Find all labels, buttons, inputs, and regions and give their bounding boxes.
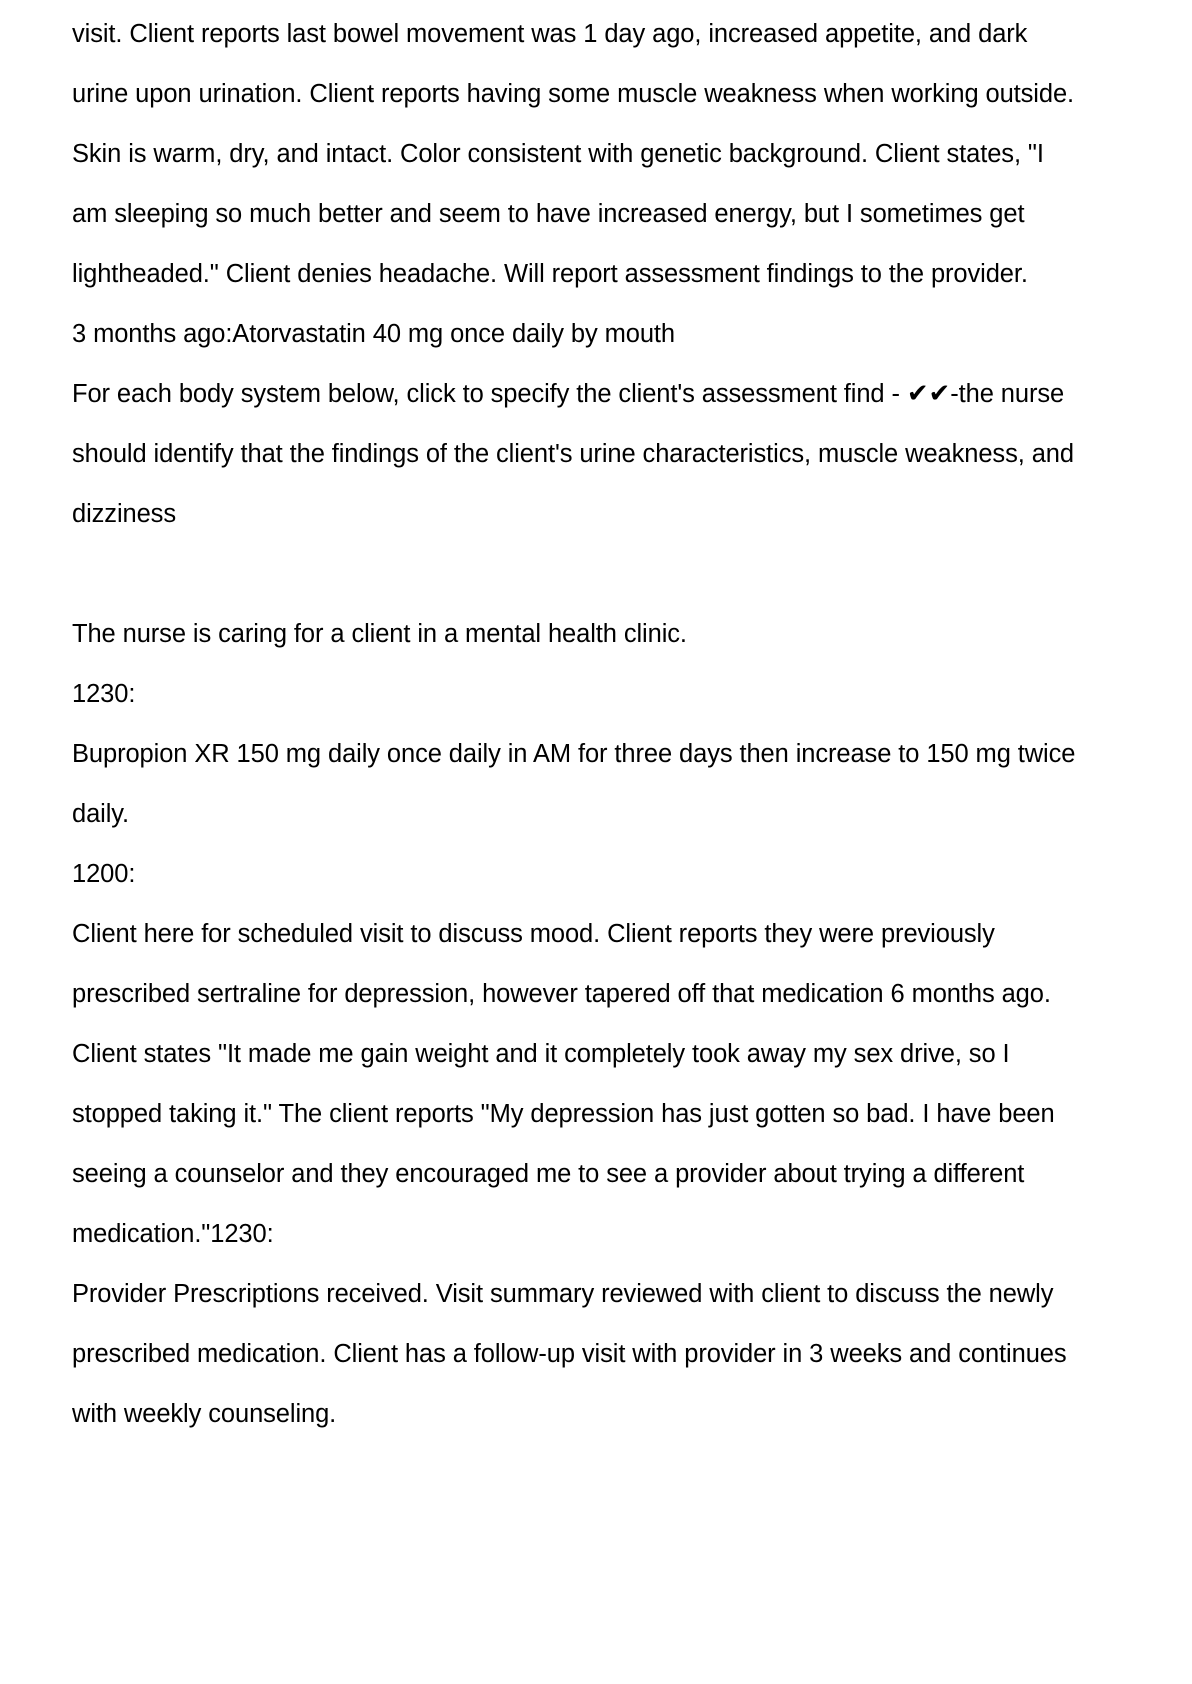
text-line: visit. Client reports last bowel movement was 1 day ago, increased appetite, and dark <box>72 20 1028 48</box>
text-line: daily. <box>72 800 130 828</box>
text-line: Bupropion XR 150 mg daily once daily in AM for three days then increase to 150 mg twice <box>72 740 1076 768</box>
text-line: Client states "It made me gain weight and it completely took away my sex drive, so I <box>72 1040 1010 1068</box>
text-line: with weekly counseling. <box>72 1400 337 1428</box>
text-span: -the nurse <box>950 380 1065 408</box>
checkmark-icon: ✔✔ <box>906 379 951 409</box>
text-line: lightheaded." Client denies headache. Will report assessment findings to the provider. <box>72 260 1028 288</box>
text-line: stopped taking it." The client reports "My depression has just gotten so bad. I have been <box>72 1100 1055 1128</box>
text-line: dizziness <box>72 500 176 528</box>
text-line: should identify that the findings of the client's urine characteristics, muscle weakness, and <box>72 440 1074 468</box>
text-line: urine upon urination. Client reports having some muscle weakness when working outside. <box>72 80 1075 108</box>
time-label: 1200: <box>72 860 136 888</box>
text-line: prescribed medication. Client has a follow-up visit with provider in 3 weeks and continues <box>72 1340 1067 1368</box>
text-line: 3 months ago:Atorvastatin 40 mg once daily by mouth <box>72 320 675 348</box>
text-line: Provider Prescriptions received. Visit summary reviewed with client to discuss the newly <box>72 1280 1054 1308</box>
text-line-with-checkmarks <box>72 379 1064 409</box>
text-line: Skin is warm, dry, and intact. Color consistent with genetic background. Client states, "I <box>72 140 1044 168</box>
text-line: seeing a counselor and they encouraged me to see a provider about trying a different <box>72 1160 1025 1188</box>
text-line: am sleeping so much better and seem to have increased energy, but I sometimes get <box>72 200 1025 228</box>
time-label: 1230: <box>72 680 136 708</box>
text-line: The nurse is caring for a client in a mental health clinic. <box>72 620 687 648</box>
text-line: prescribed sertraline for depression, however tapered off that medication 6 months ago. <box>72 980 1051 1008</box>
text-line: medication."1230: <box>72 1220 274 1248</box>
text-line: Client here for scheduled visit to discuss mood. Client reports they were previously <box>72 920 995 948</box>
text-span: For each body system below, click to specify the client's assessment find - <box>72 380 907 408</box>
